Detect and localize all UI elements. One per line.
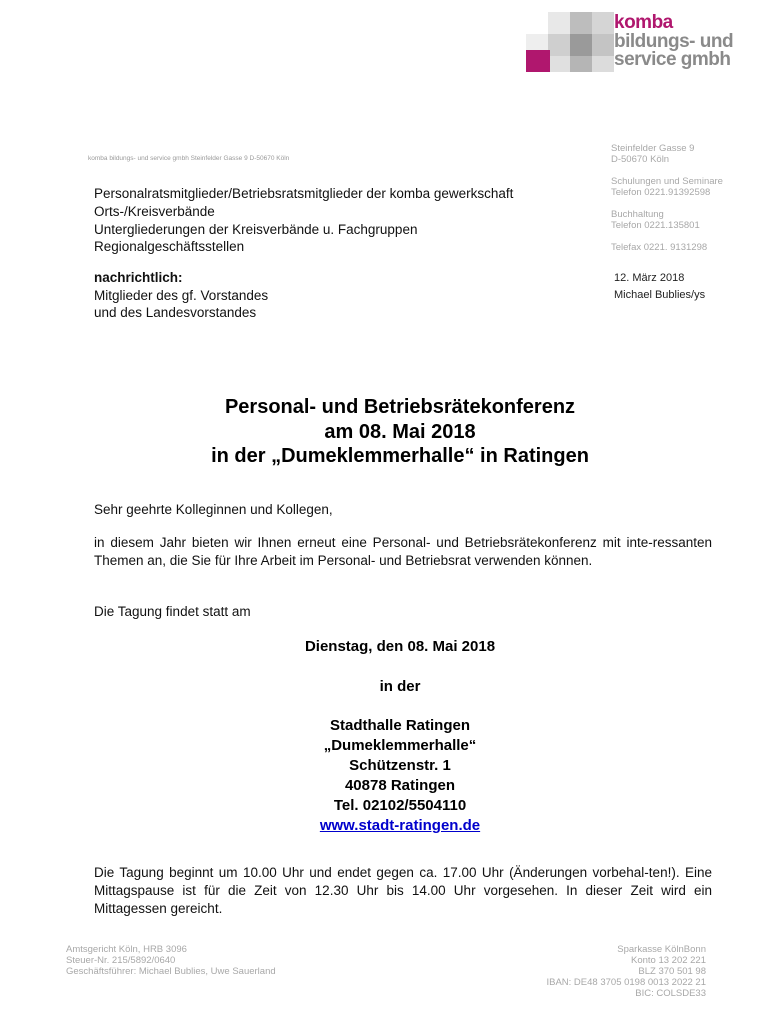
sidebar-street: Steinfelder Gasse 9 bbox=[611, 143, 695, 154]
recipient-line-4: Regionalgeschäftsstellen bbox=[94, 239, 245, 254]
sidebar-fax: Telefax 0221. 9131298 bbox=[611, 242, 708, 253]
cc-line-1: Mitglieder des gf. Vorstandes bbox=[94, 288, 269, 303]
event-city: 40878 Ratingen bbox=[344, 777, 456, 794]
event-street: Schützenstr. 1 bbox=[349, 757, 451, 774]
sidebar-accounting-label: Buchhaltung bbox=[611, 209, 664, 220]
sidebar-seminars-label: Schulungen und Seminare bbox=[611, 176, 723, 187]
title-line-1: Personal- und Betriebsrätekonferenz bbox=[224, 396, 576, 418]
footer-bic: BIC: COLSDE33 bbox=[635, 988, 706, 999]
sender-return-line: komba bildungs- und service gmbh Steinfelder Gasse 9 D-50670 Köln bbox=[88, 155, 290, 162]
logo-mark bbox=[504, 12, 614, 72]
title-line-2: am 08. Mai 2018 bbox=[324, 421, 476, 443]
salutation: Sehr geehrte Kolleginnen und Kollegen, bbox=[94, 502, 333, 517]
footer-left bbox=[66, 944, 276, 977]
recipient-line-1: Personalratsmitglieder/Betriebsratsmitglieder der komba gewerkschaft bbox=[94, 186, 514, 201]
recipient-line-2: Orts-/Kreisverbände bbox=[94, 204, 215, 219]
logo-text-bildungs: bildungs- und bbox=[614, 31, 734, 52]
event-in-der: in der bbox=[379, 678, 421, 695]
event-url-row bbox=[0, 815, 770, 836]
footer-tax: Steuer-Nr. 215/5892/0640 bbox=[66, 955, 176, 966]
letter-date: 12. März 2018 bbox=[614, 272, 685, 284]
logo-text-komba: komba bbox=[614, 12, 673, 33]
event-phone: Tel. 02102/5504110 bbox=[333, 797, 467, 814]
closing-paragraph: Die Tagung beginnt um 10.00 Uhr und endet gegen ca. 17.00 Uhr (Änderungen vorbehal-ten!). Eine Mittagspause ist für die Zeit von 12.30 Uhr bis 14.00 Uhr vorgesehen. In dieser Zeit wird ein Mittagessen gereicht. bbox=[94, 865, 712, 916]
letter-author: Michael Bublies/ys bbox=[614, 289, 706, 301]
logo-text-service: service gmbh bbox=[614, 49, 731, 70]
event-hall: „Dumeklemmerhalle“ bbox=[323, 737, 477, 754]
intro-paragraph: in diesem Jahr bieten wir Ihnen erneut eine Personal- und Betriebsrätekonferenz mit inte-ressanten Themen an, die Sie für Ihre Arbeit im Personal- und Betriebsrat verwenden können. bbox=[94, 535, 712, 568]
venue-intro: Die Tagung findet statt am bbox=[94, 604, 251, 619]
cc-label: nachrichtlich: bbox=[94, 270, 183, 285]
cc-line-2: und des Landesvorstandes bbox=[94, 305, 257, 320]
event-date: Dienstag, den 08. Mai 2018 bbox=[304, 638, 496, 655]
title-line-3: in der „Dumeklemmerhalle“ in Ratingen bbox=[211, 445, 589, 467]
footer-iban: IBAN: DE48 3705 0198 0013 2022 21 bbox=[546, 977, 706, 988]
recipient-line-3: Untergliederungen der Kreisverbände u. Fachgruppen bbox=[94, 222, 418, 237]
footer-right bbox=[546, 944, 706, 999]
footer-account: Konto 13 202 221 bbox=[630, 955, 706, 966]
footer-managers: Geschäftsführer: Michael Bublies, Uwe Sauerland bbox=[66, 966, 276, 977]
footer-bank: Sparkasse KölnBonn bbox=[617, 944, 706, 955]
sidebar-accounting-phone: Telefon 0221.135801 bbox=[611, 220, 700, 231]
sidebar-seminars-phone: Telefon 0221.91392598 bbox=[611, 187, 711, 198]
footer-court: Amtsgericht Köln, HRB 3096 bbox=[66, 944, 187, 955]
event-url-link[interactable]: www.stadt-ratingen.de bbox=[319, 817, 481, 834]
footer-blz: BLZ 370 501 98 bbox=[638, 966, 706, 977]
event-venue: Stadthalle Ratingen bbox=[329, 717, 471, 734]
sidebar-city: D-50670 Köln bbox=[611, 154, 670, 165]
